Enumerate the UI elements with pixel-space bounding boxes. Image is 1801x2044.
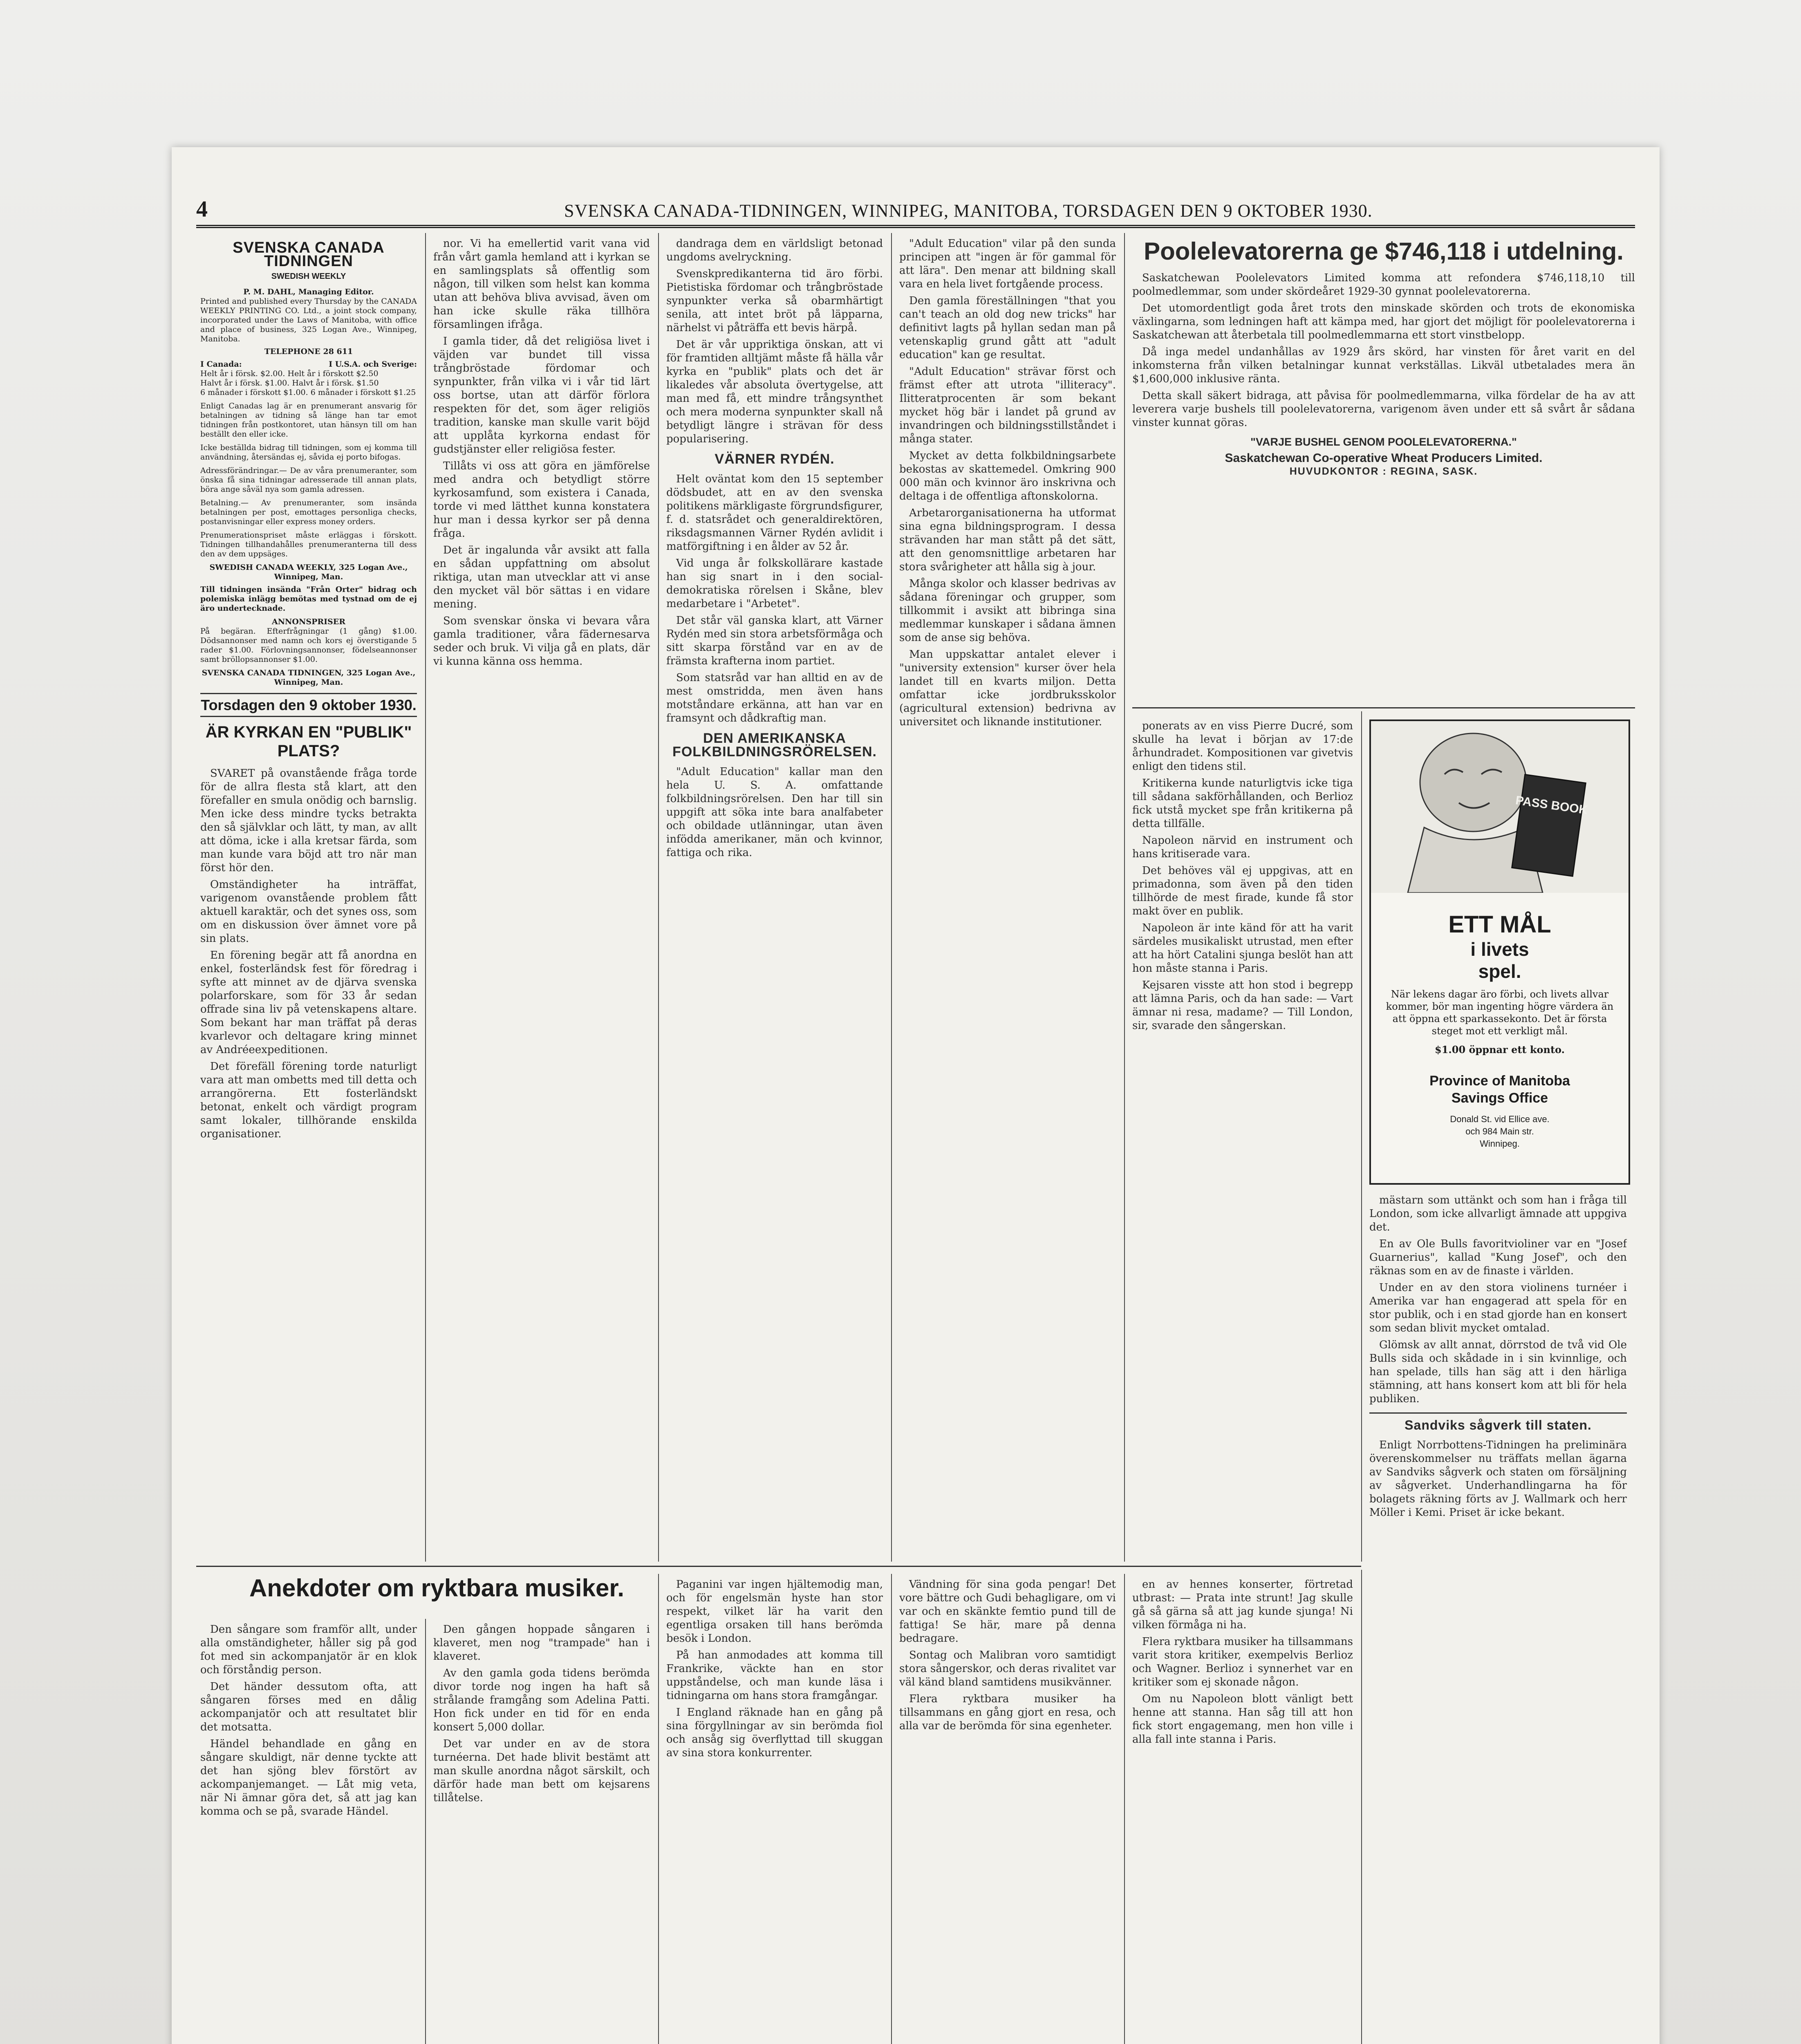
anecdote-paragraph: Sontag och Malibran voro samtidigt stora sångerskor, och deras rivalitet var väl känd bland samtidens musikvänner. <box>899 1649 1116 1688</box>
ryden-paragraph: Helt oväntat kom den 15 september dödsbudet, att en av den svenska politikens märkligaste förgrundsfigurer, f. d. statsrådet och generaldirektören, riksdagsmannen Värner Rydén avlidit i matförgiftning i en ålder av 52 år. <box>666 473 883 553</box>
anecdote-paragraph: Flera ryktbara musiker ha tillsammans en gång gjort en resa, och alla var de berömda för sina egenheter. <box>899 1693 1116 1732</box>
address-block: SWEDISH CANADA WEEKLY, 325 Logan Ave., Winnipeg, Man. <box>209 563 408 581</box>
article-paragraph: Det är vår uppriktiga önskan, att vi för framtiden alltjämt måste få hälla vår kyrka en "publik" plats och det är likaledes vår absoluta övertygelse, att man med få, ett mindre trångsynthet och mera moderna synpunkter skall nå betydligt längre i strävan för dess popularisering. <box>666 338 883 445</box>
masthead-manager: P. M. DAHL, Managing Editor. <box>243 287 374 296</box>
notice: Adressförändringar.— De av våra prenumeranter, som önska få sina tidningar adresserade till annan plats, böra ange såväl nya som gamla adressen. <box>200 466 417 494</box>
sandvik-headline: Sandviks sågverk till staten. <box>1369 1412 1627 1432</box>
coop-headquarters: HUVUDKONTOR : REGINA, SASK. <box>1289 466 1478 477</box>
anekdoter-column-2 <box>433 1623 650 2044</box>
ad-prices: På begäran. Efterfrågningar (1 gång) $1.00. Dödsannonser med namn och kors ej överstigande 5 rader $1.00. Förlovningsannonser, födelseannonser samt bröllopsannonser $1.00. <box>200 627 417 664</box>
bank-address: Donald St. vid Ellice ave. <box>1450 1114 1550 1124</box>
editorial-paragraph: SVARET på ovanstående fråga torde för de allra flesta stå klart, att den förefaller en smula onödig och barnslig. Men icke dess mindre tycks betrakta den så självklar och lätt, ty man, av allt att döma, icke i alla kretsar färda, som man kunde vara böjd att tro när man först hör den. <box>200 767 417 874</box>
folkbildning-headline: DEN AMERIKANSKA FOLKBILDNINGSRÖRELSEN. <box>672 731 877 760</box>
pool-paragraph: Detta skall säkert bidraga, att påvisa för poolmedlemmarna, vilka fördelar de ha av att leverera varje bushels till poolelevatorerna, varigenom även under ett så svårt år sådana vinster kunnat göras. <box>1132 390 1635 429</box>
notice: Enligt Canadas lag är en prenumerant ansvarig för betalningen av tidning så länge han tar emot tidningen från postkontoret, utan hänsyn till om han beställt den eller icke. <box>200 401 417 439</box>
article-paragraph: Arbetarorganisationerna ha utformat sina egna bildningsprogram. I dessa strävanden har man stått på det sätt, att den genomsnittlige arbetaren har stora svårigheter att hålla sig à jour. <box>899 507 1116 573</box>
pool-elevator-headline: Poolelevatorerna ge $746,118 i utdelning. <box>1144 238 1624 265</box>
editorial-paragraph: Det förefäll förening torde naturligt vara att man ombetts med till detta och arrangörerna. Ett fosterländskt betonat, enkelt och värdigt program samt lokaler, tillhörande enskilda organisationer. <box>200 1060 417 1140</box>
article-paragraph: ponerats av en viss Pierre Ducré, som skulle ha levat i början av 17:de århundradet. Kompositionen var givetvis enligt den tidens stil. <box>1132 720 1353 773</box>
publisher-info: Printed and published every Thursday by the CANADA WEEKLY PRINTING CO. Ltd., a joint stock company, incorporated under the Laws of Manitoba, with office and place of business, 325 Logan Ave., Winnipeg, Manitoba. <box>200 297 417 343</box>
anecdote-paragraph: Den gången hoppade sångaren i klaveret, men nog "trampade" han i klaveret. <box>433 1623 650 1663</box>
ad-title: ETT MÅL <box>1448 911 1551 938</box>
adult-education-column <box>899 237 1116 1558</box>
article-paragraph: nor. Vi ha emellertid varit vana vid från vårt gamla hemland att i kyrkan se en samlingsplats så offentlig som någon, till vilken som helst kan komma utan att behöva bliva avvisad, även om han icke skulle räka tillhöra församlingen ifråga. <box>433 238 650 331</box>
ryden-headline: VÄRNER RYDÉN. <box>715 451 835 467</box>
article-paragraph: I gamla tider, då det religiösa livet i väjden var bundet till vissa trångbröstade fördomar och synpunkter, från vilka vi i vår tid lärt oss bortse, utan att därför förlora respekten för det, som äger religiös tradition, kanske man skulle varit böjd att upplåta kyrkorna endast för gudstjänster eller religiösa fester. <box>433 335 650 455</box>
anekdoter-column-1 <box>200 1623 417 2044</box>
anecdote-paragraph: I England räknade han en gång på sina förgyllningar av sin berömda fiol och ansåg sig överflyttad till skuggan av sina stora konkurrenter. <box>666 1706 883 1759</box>
telephone: TELEPHONE 28 611 <box>264 347 353 356</box>
anekdoter-column-4 <box>899 1578 1116 2044</box>
pool-slogan: "VARJE BUSHEL GENOM POOLELEVATORERNA." <box>1250 436 1517 448</box>
sandvik-paragraph: Enligt Norrbottens-Tidningen ha preliminära överenskommelser nu träffats mellan ägarna av Sandviks sågverk och staten om försäljning av sågverket. Underhandlingarna ha för bolagets räkning förts av J. Wallmark och herr Möller i Kemi. Priset är icke bekant. <box>1369 1439 1627 1519</box>
ad-prices-heading: ANNONSPRISER <box>271 617 346 626</box>
anekdoter-column-5 <box>1132 1578 1353 2044</box>
article-paragraph: Svenskpredikanterna tid äro förbi. Pietistiska fördomar och trångbröstade synpunkter verka så obarmhärtigt senila, att intet bröt på läpparna, närhelst vi påträffa ett bevis härpå. <box>666 268 883 334</box>
ad-deposit: $1.00 öppnar ett konto. <box>1435 1044 1565 1056</box>
article-paragraph: Under en av den stora violinens turnéer i Amerika var han engagerad att spela för en stor publik, och i en stad gjorde han en konsert som sedan blivit mycket omtalad. <box>1369 1282 1627 1334</box>
column-rule <box>1361 711 1362 1562</box>
pool-paragraph: Då inga medel undanhållas av 1929 års skörd, har vinsten för året varit en del inkomsterna från vilken betalningar kunnat verkställas. Likväl utbetalades mera än $1,600,000 inklusive ränta. <box>1132 346 1635 385</box>
article-paragraph: "Adult Education" vilar på den sunda principen att "ingen är för gammal för att lära". Den menar att bildning skall vara en hela livet fortgående process. <box>899 238 1116 290</box>
passbook-illustration <box>1371 721 1629 893</box>
editorial-paragraph: Omständigheter ha inträffat, varigenom ovanstående problem fått aktuell karaktär, och det synes oss, som om en diskussion över ämnet vore på sin plats. <box>200 879 417 945</box>
subscription-row: 6 månader i förskott $1.00. 6 månader i förskott $1.25 <box>200 388 416 397</box>
bank-name: Province of Manitoba <box>1429 1073 1570 1089</box>
article-paragraph: Tillåts vi oss att göra en jämförelse med andra och betydligt större kyrkosamfund, som existera i Canada, torde vi med lätthet kunna konstatera hur man i dessa kyrkor ser på denna fråga. <box>433 460 650 540</box>
anecdote-paragraph: Det var under en av de stora turnéerna. Det hade blivit bestämt att man skulle anordna något särskilt, och därför hade man bett om kejsarens tillåtelse. <box>433 1738 650 1804</box>
article-paragraph: Det behöves väl ej uppgivas, att en primadonna, som även på den tiden tillhörde de mest firade, kunde få stor makt över en publik. <box>1132 865 1353 917</box>
editorial-paragraph: En förening begär att få anordna en enkel, fosterländsk fest för föredrag i syfte att minnet av de djärva svenska polarforskare, som för 33 år sedan offrade sina liv på vetenskapens altare. Som bekant har man träffat på deras kvarlevor och deltagare kring minnet av Andréeexpeditionen. <box>200 949 417 1056</box>
article-paragraph: Napoleon närvid en instrument och hans kritiserade vara. <box>1132 834 1353 860</box>
masthead-title: SVENSKA CANADA TIDNINGEN <box>233 239 385 270</box>
newspaper-page <box>172 147 1660 2044</box>
ryden-column <box>666 237 883 1558</box>
column-rule <box>425 233 426 1562</box>
section-rule <box>196 1566 1361 1567</box>
editorial-body <box>200 767 417 1141</box>
article-paragraph: Kritikerna kunde naturligtvis icke tiga till sådana sakförhållanden, och Berlioz fick utstå mycket spe från kritikerna på detta tillfälle. <box>1132 777 1353 830</box>
notice: Betalning.— Av prenumeranter, som insända betalningen per post, emottages personliga checks, postanvisningar eller express money orders. <box>200 498 417 526</box>
masthead-subtitle: SWEDISH WEEKLY <box>271 272 346 281</box>
editorial-continuation-column <box>433 237 650 1558</box>
anecdote-paragraph: Flera ryktbara musiker ha tillsammans varit stora kritiker, exempelvis Berlioz och Wagner. Berlioz i synnerhet var en kritiker som ej skonade någon. <box>1132 1636 1353 1688</box>
notice: Icke beställda bidrag till tidningen, som ej komma till användning, återsändas ej, såvida ej porto bifogas. <box>200 443 417 462</box>
article-paragraph: Det är ingalunda vår avsikt att falla en sådan uppfattning om absolut riktiga, utan man utvecklar att vi anse den mycket väl bör sättas i en vidare mening. <box>433 544 650 610</box>
column-rule <box>658 233 659 1562</box>
article-paragraph: Mycket av detta folkbildningsarbete bekostas av skattemedel. Omkring 900 000 män och kvinnor äro inskrivna och deltaga i de offentliga aftonskolorna. <box>899 450 1116 502</box>
article-paragraph: mästarn som uttänkt och som han i fråga till London, som icke allvarligt ämnade att uppgiva det. <box>1369 1194 1627 1233</box>
ryden-paragraph: Som statsråd var han alltid en av de mest omstridda, men även hans motståndare erkänna, att han var en framsynt och dådkraftig man. <box>666 672 883 724</box>
editorial-headline: ÄR KYRKAN EN "PUBLIK" PLATS? <box>205 723 412 760</box>
ad-subtitle: i livets <box>1470 939 1529 960</box>
column-rule <box>1124 233 1125 1562</box>
column-rule <box>1124 1574 1125 2044</box>
savings-office-ad <box>1369 719 1630 1185</box>
running-title: SVENSKA CANADA-TIDNINGEN, WINNIPEG, MANITOBA, TORSDAGEN DEN 9 OKTOBER 1930. <box>564 201 1373 221</box>
anecdote-paragraph: en av hennes konserter, förtretad utbrast: — Prata inte strunt! Jag skulle gå så gärna så att jag kunde sjunga! Ni vilken förmåga ni ha. <box>1132 1578 1353 1631</box>
coop-name: Saskatchewan Co-operative Wheat Producers Limited. <box>1225 451 1543 465</box>
article-paragraph: Napoleon är inte känd för att ha varit särdeles musikaliskt utrustad, men efter att ha hört Catalini sjunga beslöt han att hon måste stanna i Paris. <box>1132 922 1353 975</box>
column-rule <box>658 1574 659 2044</box>
page-number: 4 <box>196 197 208 222</box>
ryden-paragraph: Det står väl ganska klart, att Värner Rydén med sin stora arbetsförmåga och sitt skarpa förstånd var en av de främsta krafterna inom partiet. <box>666 614 883 667</box>
address-block: SVENSKA CANADA TIDNINGEN, 325 Logan Ave., Winnipeg, Man. <box>202 668 416 687</box>
ole-bull-column <box>1369 1194 1627 2044</box>
article-paragraph: dandraga dem en världsligt betonad ungdoms avelryckning. <box>666 238 883 263</box>
subscription-heading <box>200 360 417 369</box>
anecdote-paragraph: Paganini var ingen hjältemodig man, och för engelsmän hyste han stor respekt, vilket lär ha varit den egentliga orsaken till hans berömda besök i London. <box>666 1578 883 1645</box>
subscription-heading-usa: I U.S.A. och Sverige: <box>329 360 417 369</box>
anecdote-paragraph: Det händer dessutom ofta, att sångaren förses med en dålig ackompanjatör och att resultatet blir det motsatta. <box>200 1681 417 1733</box>
article-paragraph: "Adult Education" strävar först och främst efter att utrota "illiteracy". Ilitteratprocenten är som bekant mycket hög bär i landet på grund av invandringen och bildningsstillståndet i många stater. <box>899 365 1116 445</box>
article-paragraph: En av Ole Bulls favoritvioliner var en "Josef Guarnerius", kallad "Kung Josef", och den räknas som en av de finaste i världen. <box>1369 1238 1627 1277</box>
anecdote-paragraph: Händel behandlade en gång en sångare skuldigt, när denne tyckte att det han sjöng blev förstört av ackompanjemanget. — Låt mig veta, när Ni ämnar göra det, så att jag kan komma och se på, svarade Händel. <box>200 1738 417 1818</box>
article-paragraph: Den gamla föreställningen "that you can't teach an old dog new tricks" har definitivt lagts på hyllan sedan man på vetenskaplig grund gått att "adult education" kan ge resultat. <box>899 295 1116 361</box>
pool-paragraph: Det utomordentligt goda året trots den minskade skörden och trots de ekonomiska växlingarna, som ledningen haft att kämpa med, har gjort det möjligt för poolelevatorerna i Saskatchewan att återbetala till poolmedlemmarna ett stort vinstbelopp. <box>1132 302 1635 341</box>
column-rule <box>1361 1570 1362 2044</box>
ryden-paragraph: Vid unga år folkskollärare kastade han sig snart in i den social-demokratiska rörelsen i Skåne, blev medarbetare i "Arbetet". <box>666 557 883 610</box>
ad-body: När lekens dagar äro förbi, och livets allvar kommer, bör man ingenting högre värdera än att öppna ett sparkassekonto. Det är första steget mot ett verkligt mål. <box>1386 988 1614 1037</box>
ad-subtitle: spel. <box>1478 961 1521 982</box>
pool-paragraph: Saskatchewan Poolelevators Limited komma att refondera $746,118,10 till poolmedlemmar, som under skördeåret 1929-30 gynnat poolelevatorerna. <box>1132 272 1635 298</box>
issue-date: Torsdagen den 9 oktober 1930. <box>200 693 417 717</box>
column-rule <box>891 1574 892 2044</box>
subscription-row: Halvt år i försk. $1.00. Halvt år i försk. $1.50 <box>200 379 379 388</box>
column-rule <box>425 1619 426 2044</box>
warning-notice: Till tidningen insända "Från Orter" bidrag och polemiska inlägg bemötas med tystnad om de ej äro undertecknade. <box>200 585 417 613</box>
subscription-heading-canada: I Canada: <box>200 360 242 369</box>
article-paragraph: Kejsaren visste att hon stod i begrepp att lämna Paris, och da han sade: — Vart ämnar ni resa, madame? — Till London, sir, svarade den sångerskan. <box>1132 979 1353 1032</box>
bank-address: och 984 Main str. <box>1465 1126 1534 1136</box>
music-column <box>1132 719 1353 1562</box>
section-rule <box>1132 707 1635 708</box>
pool-elevator-article <box>1132 237 1635 703</box>
article-paragraph: Som svenskar önska vi bevara våra gamla traditioner, våra fädernesarva seder och bruk. Vi vilja gå en plats, där vi kunna känna oss hemma. <box>433 615 650 668</box>
anekdoter-headline: Anekdoter om ryktbara musiker. <box>249 1574 625 1602</box>
article-paragraph: Glömsk av allt annat, dörrstod de två vid Ole Bulls sida och skådade in i sin kvinnlige, och han spelade, tills han säg att i den härliga stämning, att hans konsert kom att bli för hela publiken. <box>1369 1339 1627 1405</box>
page-header <box>196 196 1635 228</box>
anecdote-paragraph: Vändning för sina goda pengar! Det vore bättre och Gudi behagligare, om vi var och en skänkte femtio pund till de fattiga! Se här, mare på denna bedragare. <box>899 1578 1116 1645</box>
bank-city: Winnipeg. <box>1480 1139 1520 1149</box>
article-paragraph: Många skolor och klasser bedrivas av sådana föreningar och grupper, som tillkommit i avsikt att bibringa sina medlemmar kunskaper i sådana ämnen som de anse sig behöva. <box>899 578 1116 644</box>
anecdote-paragraph: Om nu Napoleon blott vänligt bett henne att stanna. Han såg till att hon fick stort engagemang, men hon ville i alla fall inte stanna i Paris. <box>1132 1693 1353 1746</box>
masthead-column <box>200 237 417 1558</box>
anecdote-paragraph: Av den gamla goda tidens berömda divor torde nog ingen ha haft så strålande framgång som Adelina Patti. Hon fick under en tid för en enda konsert 5,000 dollar. <box>433 1667 650 1733</box>
bank-name: Savings Office <box>1451 1090 1548 1106</box>
anecdote-paragraph: På han anmodades att komma till Frankrike, väckte han en stor uppståndelse, och man kunde läsa i tidningarna om hans stora framgångar. <box>666 1649 883 1702</box>
anekdoter-column-3 <box>666 1578 883 2044</box>
folkbildning-paragraph: "Adult Education" kallar man den hela U. S. A. omfattande folkbildningsrörelsen. Den har till sin uppgift att söka inte bara analfabeter och obildade utlänningar, utan även infödda amerikaner, män och kvinnor, fattiga och rika. <box>666 766 883 859</box>
article-paragraph: Man uppskattar antalet elever i "university extension" kurser över hela landet till en kvarts miljon. Detta omfattar icke jordbruksskolor (agricultural extension) bedrivna av universitet och liknande institutioner. <box>899 648 1116 728</box>
anecdote-paragraph: Den sångare som framför allt, under alla omständigheter, håller sig på god fot med sin ackompanjatör är en klok och förståndig person. <box>200 1623 417 1676</box>
passbook-label: PASS BOOK <box>1514 793 1589 817</box>
column-rule <box>891 233 892 1562</box>
notice: Prenumerationspriset måste erläggas i förskott. Tidningen tillhandahålles prenumeranterna till dess den av dem uppsäges. <box>200 531 417 558</box>
subscription-row: Helt år i försk. $2.00. Helt år i förskott $2.50 <box>200 369 379 378</box>
